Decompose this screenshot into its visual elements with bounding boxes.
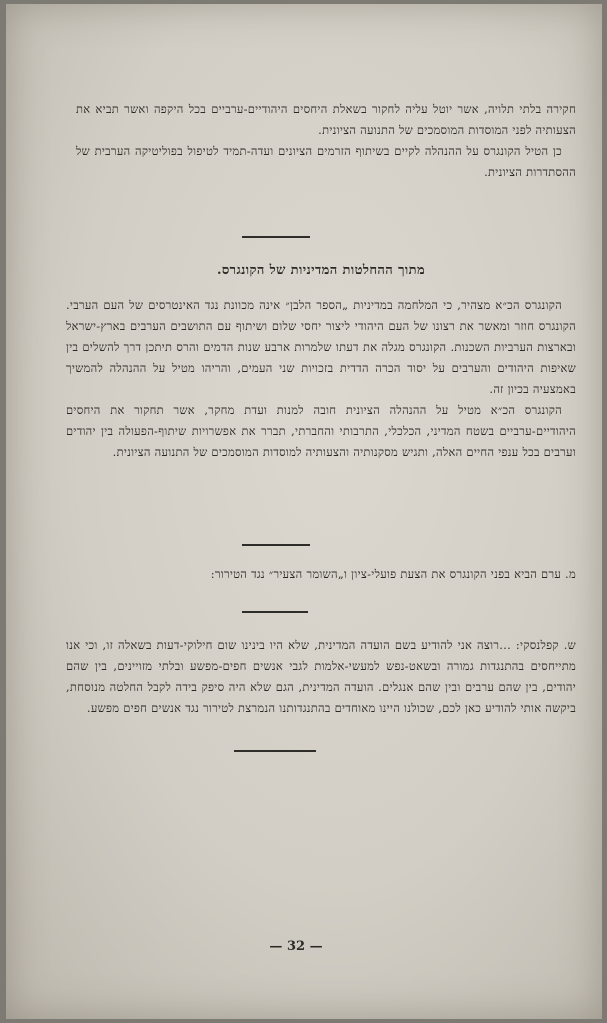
paragraph: מ. ערם הביא בפני הקונגרס את הצעת פועלי-ציון ו„השומר הצעיר״ נגד הטירור: (210, 567, 576, 581)
paragraph: הקונגרס הכ״א מטיל על ההנהלה הציונית חובה למנות ועדת מחקר, אשר תחקור את היחסים היהודיים-ערביים בשטח המדיני, הכלכלי, התרבותי והחברתי, תברר את אפשרויות שיתוף-הפעולה בין יהודים וערבים בכל ענפי החיים האלה, ותגיש מסקנותיה והצעותיה למוסדות המוסמכים של התנועה הציונית. (66, 403, 576, 459)
resolutions-block (66, 295, 576, 463)
speech-block (66, 635, 576, 719)
paragraph-block-top (76, 99, 576, 183)
section-divider (242, 544, 310, 546)
section-divider (234, 750, 316, 752)
section-divider (242, 611, 308, 613)
section-divider (242, 236, 310, 238)
page-number: — 32 — (269, 939, 323, 954)
proposal-intro (66, 564, 576, 585)
paragraph: ש. קפלנסקי: ...רוצה אני להודיע בשם הועדה המדינית, שלא היו בינינו שום חילוקי-דעות בשאלה זו, וכי אנו מתייחסים בהתנגדות גמורה ובשאט-נפש למעשי-אלמות לגבי אנשים חפים-מפשע ובלתי מזויינים, בין שהם יהודים, בין שהם ערבים ובין שהם אנגלים. הועדה המדינית, הגם שלא היה סיפק בידה לקבל החלטה מנוסחת, ביקשה אותי להודיע כאן לכם, שכולנו היינו מאוחדים בהתנגדותנו הנמרצת לטירור נגד אנשים חפים מפשע. (66, 638, 576, 715)
paragraph: הקונגרס הכ״א מצהיר, כי המלחמה במדיניות „הספר הלבן״ אינה מכוונת נגד האינטרסים של העם הערבי. הקונגרס חוזר ומאשר את רצונו של העם היהודי ליצור יחסי שלום ושיתוף עם התושבים הערבים בארץ-ישראל ובארצות הערביות השכנות. הקונגרס מגלה את דעתו שלמרות ארבע שנות הדמים והרס תיתכן דרך להשלים בין שאיפות היהודים והערבים על יסוד הכרה הדדית בזכויות שני העמים, והריהו מטיל על ההנהלה להמשיך באמצעיה בכיון זה. (66, 298, 576, 396)
section-heading: מתוך ההחלטות המדיניות של הקונגרס. (216, 263, 426, 278)
document-page (6, 4, 602, 1019)
paragraph: חקירה בלתי תלויה, אשר יוטל עליה לחקור בשאלת היחסים היהודיים-ערביים בכל היקפה ואשר תביא את הצעותיה לפני המוסדות המוסמכים של התנועה הציונית. (76, 102, 576, 137)
paragraph: כן הטיל הקונגרס על ההנהלה לקיים בשיתוף הזרמים הציונים ועדה-תמיד לטיפול בפוליטיקה הערבית של ההסתדרות הציונית. (76, 144, 576, 179)
